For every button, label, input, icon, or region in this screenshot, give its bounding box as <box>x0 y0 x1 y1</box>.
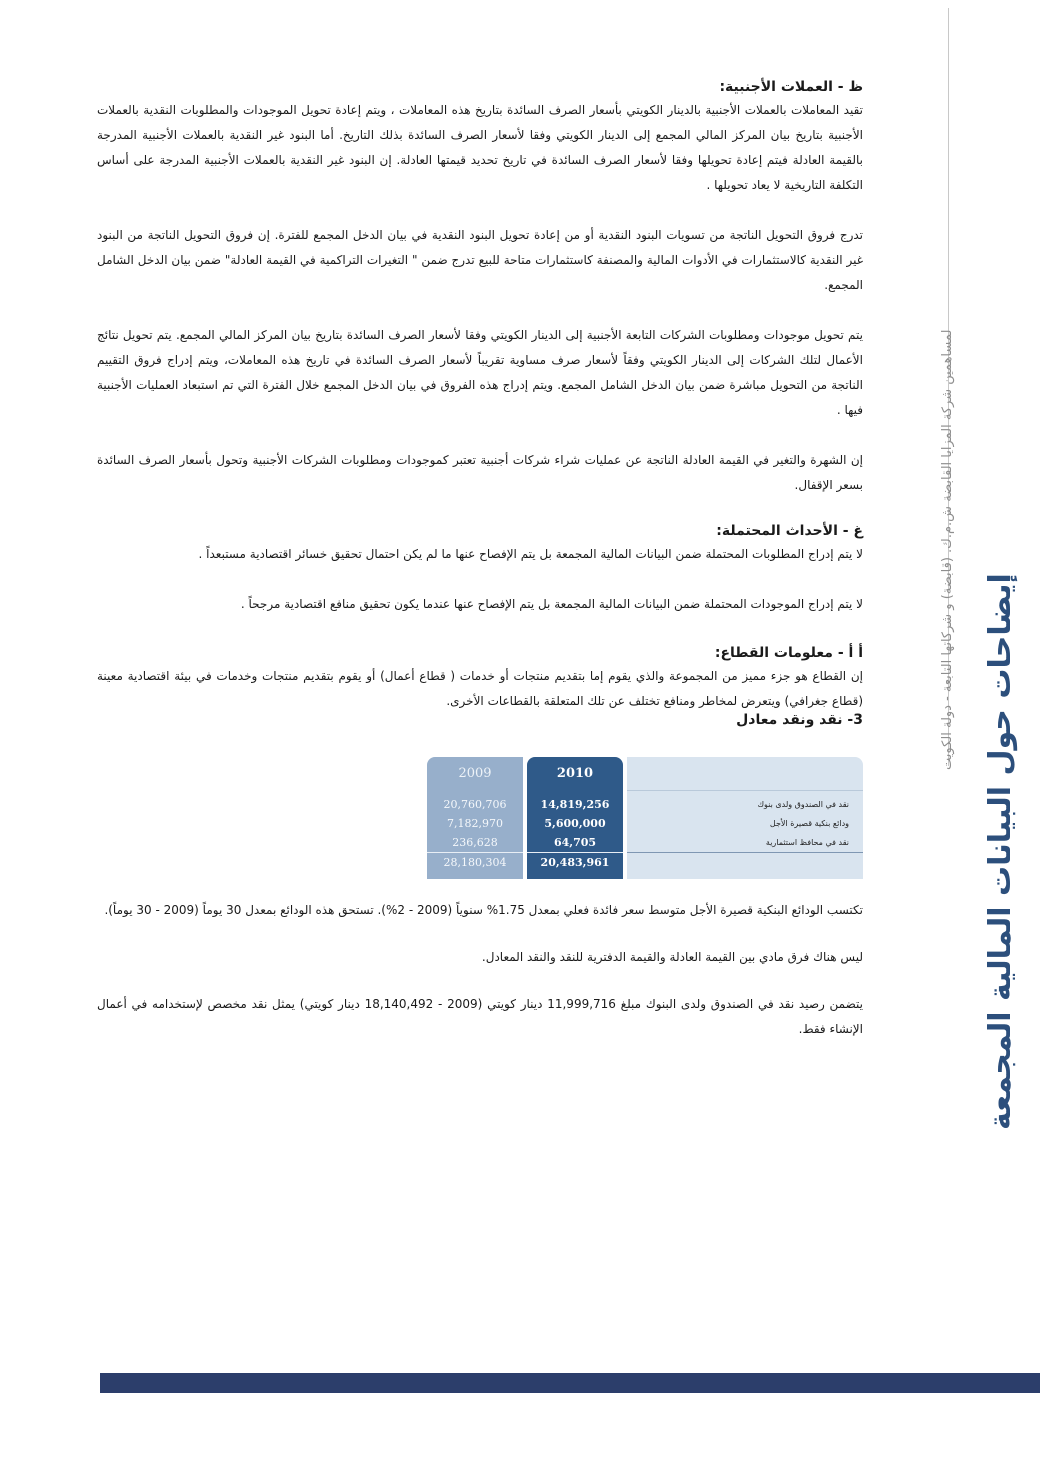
total-cell: 20,483,961 <box>540 856 610 869</box>
section-heading-currency: ظ - العملات الأجنبية: <box>719 79 863 95</box>
year-header-2009: 2009 <box>458 766 492 781</box>
divider <box>427 852 523 853</box>
year-header-2010: 2010 <box>556 766 594 781</box>
table-cell: 14,819,256 <box>540 798 610 811</box>
divider <box>627 790 863 791</box>
paragraph: يتم تحويل موجودات ومطلوبات الشركات التابعة الأجنبية إلى الدينار الكويتي وفقا لأسعار الصرف السائدة بتاريخ بيان المركز المالي المجمع. يتم تحويل نتائج الأعمال لتلك الشركات إلى الدينار الكويتي وفقاً لأسعار صرف مساوية تقريباً لأسعار الصرف السائدة في تاريخ هذه المعاملات، ويتم إدراج فروق التقييم الناتجة من التحويل مباشرة ضمن بيان الدخل الشامل المجمع. ويتم إدراج هذه الفروق في بيان الدخل المجمع خلال الفترة التي تم استبعاد العمليات الأجنبية فيها . <box>97 328 863 417</box>
table-cell: 5,600,000 <box>544 817 606 830</box>
column-2010 <box>527 757 623 879</box>
total-cell: 28,180,304 <box>443 856 507 869</box>
cash-table <box>427 757 863 879</box>
label-column <box>627 757 863 879</box>
table-cell: 236,628 <box>452 836 498 849</box>
cash-notes <box>97 898 863 1042</box>
section-heading-cash: 3- نقد ونقد معادل <box>736 712 863 728</box>
paragraph: إن الشهرة والتغير في القيمة العادلة الناتجة عن عمليات شراء شركات أجنبية تعتبر كموجودات ومطلوبات الشركات الأجنبية وتحول بأسعار الصرف السائدة بسعر الإقفال. <box>97 453 863 492</box>
table-cell: 7,182,970 <box>447 817 503 830</box>
paragraph: إن القطاع هو جزء مميز من المجموعة والذي يقوم إما بتقديم منتجات أو خدمات ( قطاع أعمال) أو يقوم بتقديم منتجات وخدمات في بيئة اقتصادية معينة (قطاع جغرافي) ويتعرض لمخاطر ومنافع تختلف عن تلك المتعلقة بالقطاعات الأخرى. <box>97 669 863 708</box>
side-subtitle: لمساهمين شركة المزايا القابضة ش.م.ك. (قابضة) و شركاتها التابعة - دولة الكويت <box>940 329 955 770</box>
paragraph: تكتسب الودائع البنكية قصيرة الأجل متوسط سعر فائدة فعلي بمعدل 1.75% سنوياً (2009 - 2%). تستحق هذه الودائع بمعدل 30 يوماً (2009 - 30 يوماً). <box>104 903 863 917</box>
table-cell: 20,760,706 <box>443 798 507 811</box>
row-label: نقد في محافظ استثمارية <box>765 838 849 847</box>
footer-bar <box>100 1373 1040 1393</box>
divider <box>527 852 623 853</box>
paragraph: لا يتم إدراج الموجودات المحتملة ضمن البيانات المالية المجمعة بل يتم الإفصاح عنها عندما يكون تحقيق منافع اقتصادية مرجحاً . <box>240 597 863 611</box>
section-heading-contingent: غ - الأحداث المحتملة: <box>716 523 863 539</box>
row-label: ودائع بنكية قصيرة الأجل <box>769 819 849 828</box>
row-label: نقد في الصندوق ولدى بنوك <box>757 800 849 809</box>
paragraph: تقيد المعاملات بالعملات الأجنبية بالدينار الكويتي بأسعار الصرف السائدة بتاريخ هذه المعاملات ، ويتم إعادة تحويل الموجودات والمطلوبات النقدية بالعملات الأجنبية بتاريخ بيان المركز المالي المجمع إلى الدينار الكويتي وفقا لأسعار الصرف السائدة بذلك التاريخ. أما البنود غير النقدية بالعملات الأجنبية المدرجة بالقيمة العادلة فيتم إعادة تحويلها وفقا لأسعار الصرف السائدة في تاريخ تحديد قيمتها العادلة. إن البنود غير النقدية بالعملات الأجنبية المدرجة على أساس التكلفة التاريخية لا يعاد تحويلها . <box>97 103 863 192</box>
divider <box>627 852 863 853</box>
notes-body <box>97 76 863 714</box>
side-title: إيضاحات حول البيانات المالية المجمعة <box>983 573 1018 1130</box>
table-cell: 64,705 <box>553 836 597 849</box>
paragraph: يتضمن رصيد نقد في الصندوق ولدى البنوك مبلغ 11,999,716 دينار كويتي (2009 - 18,140,492 دينار كويتي) يمثل نقد مخصص لإستخدامه في أعمال الإنشاء فقط. <box>97 997 863 1036</box>
section-heading-segment: أ أ - معلومات القطاع: <box>714 645 863 661</box>
column-2009 <box>427 757 523 879</box>
paragraph: ليس هناك فرق مادي بين القيمة العادلة والقيمة الدفترية للنقد والنقد المعادل. <box>481 950 863 964</box>
paragraph: تدرج فروق التحويل الناتجة من تسويات البنود النقدية أو من إعادة تحويل البنود النقدية في بيان الدخل المجمع للفترة. إن فروق التحويل الناتجة من البنود غير النقدية كالاستثمارات في الأدوات المالية والمصنفة كاستثمارات متاحة للبيع تدرج ضمن " التغيرات التراكمية في القيمة العادلة" ضمن بيان الدخل الشامل المجمع. <box>97 228 863 292</box>
paragraph: لا يتم إدراج المطلوبات المحتملة ضمن البيانات المالية المجمعة بل يتم الإفصاح عنها ما لم يكن احتمال تحقيق خسائر اقتصادية مستبعداً . <box>198 547 863 561</box>
